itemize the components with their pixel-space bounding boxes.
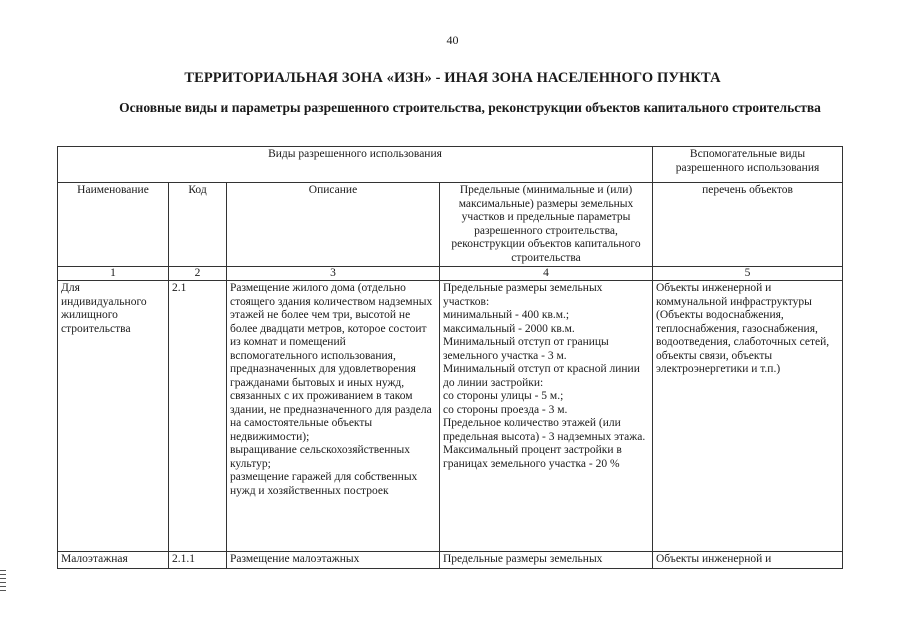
table-row <box>58 281 843 552</box>
scan-edge-marks <box>0 570 6 600</box>
column-header-aux-list: перечень объектов <box>653 183 843 267</box>
zone-title: ТЕРРИТОРИАЛЬНАЯ ЗОНА «ИЗН» - ИНАЯ ЗОНА НАСЕЛЕННОГО ПУНКТА <box>184 70 721 86</box>
table-row <box>58 552 843 569</box>
column-header-name: Наименование <box>58 183 169 267</box>
row-name: Малоэтажная <box>58 552 169 569</box>
page-number: 40 <box>446 33 459 47</box>
header-group-row <box>58 147 843 183</box>
row-aux-objects: Объекты инженерной и коммунальной инфраструктуры (Объекты водоснабжения, теплоснабжения, газоснабжения, водоотведения, слаботочных сетей, объекты связи, объекты электроэнергетики и т.п.) <box>653 281 843 552</box>
row-name: Для индивидуального жилищного строительства <box>58 281 169 552</box>
row-code: 2.1.1 <box>169 552 227 569</box>
column-header-row <box>58 183 843 267</box>
column-header-limits: Предельные (минимальные и (или) максимальные) размеры земельных участков и предельные параметры разрешенного строительства, реконструкции объектов капитального строительства <box>440 183 653 267</box>
row-aux-objects: Объекты инженерной и <box>653 552 843 569</box>
column-number: 1 <box>58 267 169 281</box>
column-header-description: Описание <box>227 183 440 267</box>
column-number: 3 <box>227 267 440 281</box>
section-title: Основные виды и параметры разрешенного строительства, реконструкции объектов капитального строительства <box>119 100 821 115</box>
row-limits: Предельные размеры земельных <box>440 552 653 569</box>
row-description: Размещение малоэтажных <box>227 552 440 569</box>
row-code: 2.1 <box>169 281 227 552</box>
column-number: 4 <box>440 267 653 281</box>
header-group-main: Виды разрешенного использования <box>58 147 653 183</box>
row-description: Размещение жилого дома (отдельно стоящего здания количеством надземных этажей не более чем три, высотой не более двадцати метров, которое состоит из комнат и помещений вспомогательного использования, предназначенных для удовлетворения гражданами бытовых и иных нужд, связанных с их проживанием в таком здании, не предназначенного для раздела на самостоятельные объекты недвижимости); выращивание сельскохозяйственных культур; размещение гаражей для собственных нужд и хозяйственных построек <box>227 281 440 552</box>
row-limits: Предельные размеры земельных участков: минимальный - 400 кв.м.; максимальный - 2000 кв.м. Минимальный отступ от границы земельного участка - 3 м. Минимальный отступ от красной линии до линии застройки: со стороны улицы - 5 м.; со стороны проезда - 3 м. Предельное количество этажей (или предельная высота) - 3 надземных этажа. Максимальный процент застройки в границах земельного участка - 20 % <box>440 281 653 552</box>
column-number: 5 <box>653 267 843 281</box>
column-number: 2 <box>169 267 227 281</box>
column-number-row <box>58 267 843 281</box>
regulations-table <box>57 146 843 569</box>
header-group-aux: Вспомогательные виды разрешенного использования <box>653 147 843 183</box>
column-header-code: Код <box>169 183 227 267</box>
